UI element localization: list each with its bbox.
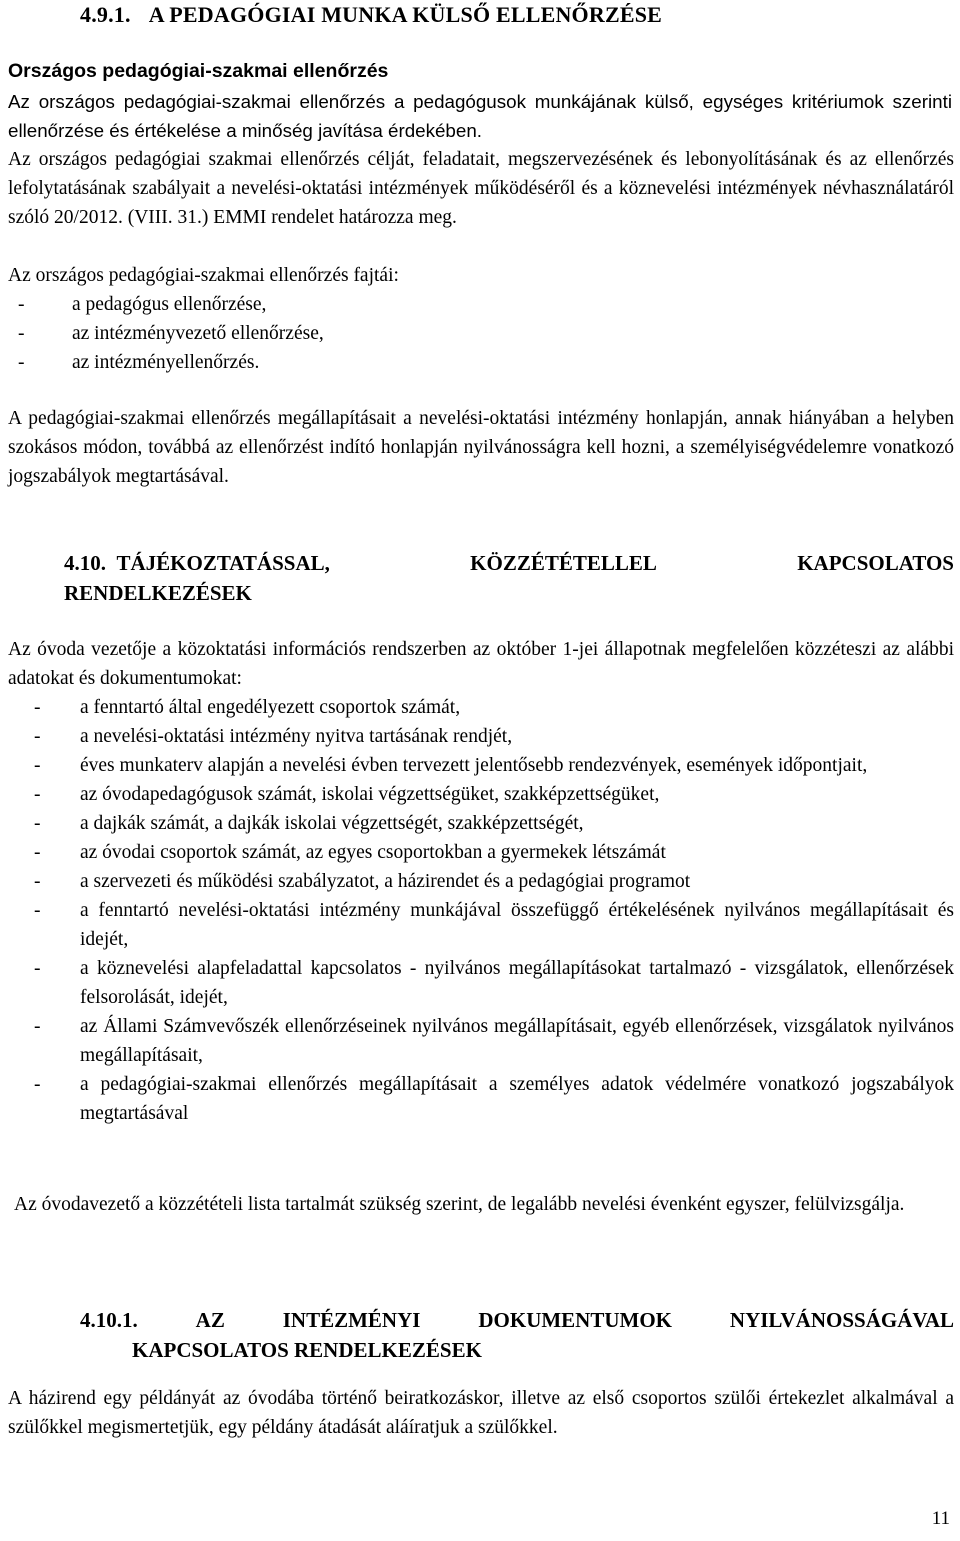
list-item: - az intézményvezető ellenőrzése,	[18, 323, 324, 344]
list-item: - a dajkák számát, a dajkák iskolai végzettségét, szakképzettségét,	[34, 813, 584, 834]
paragraph-publication: A pedagógiai-szakmai ellenőrzés megállapításait a nevelési-oktatási intézmény honlapján, annak hiányában a helyben szokásos módon, továbbá az ellenőrzést indító honlapján nyilvánosságra kell hozni, a személyiségvédelemre vonatkozó jogszabályok megtartásával.	[8, 408, 954, 487]
list-item: - a szervezeti és működési szabályzatot, a házirendet és a pedagógiai programot	[34, 871, 691, 892]
page-number: 11	[931, 1508, 950, 1529]
list-item: - a fenntartó nevelési-oktatási intézmény munkájával összefüggő értékelésének nyilvános megállapításait és idejét,	[34, 900, 954, 950]
list-item: - a pedagógiai-szakmai ellenőrzés megállapításait a személyes adatok védelmére vonatkozó jogszabályok megtartásával	[34, 1074, 954, 1124]
list-item: - a pedagógus ellenőrzése,	[18, 294, 267, 315]
list-item: - az óvodapedagógusok számát, iskolai végzettségüket, szakképzettségüket,	[34, 784, 660, 805]
list-item: - az Állami Számvevőszék ellenőrzéseinek nyilvános megállapításait, egyéb ellenőrzések, vizsgálatok nyilvános megállapításait,	[34, 1016, 954, 1066]
paragraph-disclosure-intro: Az óvoda vezetője a közoktatási információs rendszerben az október 1-jei állapotnak megfelelően közzéteszi az alábbi adatokat és dokumentumokat:	[8, 639, 954, 689]
heading-number-and-first-word: 4.10. TÁJÉKOZTATÁSSAL,	[64, 551, 330, 575]
section-title: A PEDAGÓGIAI MUNKA KÜLSŐ ELLENŐRZÉSE	[148, 2, 662, 27]
list-item: - az óvodai csoportok számát, az egyes csoportokban a gyermekek létszámát	[34, 842, 666, 863]
subheading: Országos pedagógiai-szakmai ellenőrzés	[8, 60, 389, 82]
paragraph-definition: Az országos pedagógiai-szakmai ellenőrzés a pedagógusok munkájának külső, egységes kritériumok szerinti ellenőrzése és értékelése a minőség javítása érdekében.	[8, 91, 952, 141]
list-item: - éves munkaterv alapján a nevelési évben tervezett jelentősebb rendezvények, események időpontjait,	[34, 755, 868, 776]
list-item: - az intézményellenőrzés.	[18, 352, 260, 373]
list-item: - a fenntartó által engedélyezett csoportok számát,	[34, 697, 461, 718]
paragraph-regulation: Az országos pedagógiai szakmai ellenőrzés célját, feladatait, megszervezésének és lebonyolításának és az ellenőrzés lefolytatásának szabályait a nevelési-oktatási intézmények működéséről és a köznevelési intézmények névhasználatáról szóló 20/2012. (VIII. 31.) EMMI rendelet határozza meg.	[8, 149, 954, 228]
paragraph-house-rules: A házirend egy példányát az óvodába történő beiratkozáskor, illetve az első csoportos szülői értekezlet alkalmával a szülőkkel megismertetjük, egy példány átadását aláíratjuk a szülőkkel.	[8, 1388, 954, 1438]
types-list	[8, 290, 954, 377]
disclosure-list	[8, 693, 954, 1128]
list-item: - a nevelési-oktatási intézmény nyitva tartásának rendjét,	[34, 726, 513, 747]
section-heading-4-9-1	[80, 2, 662, 28]
paragraph-review: Az óvodavezető a közzétételi lista tartalmát szükség szerint, de legalább nevelési évenként egyszer, felülvizsgálja.	[14, 1194, 905, 1215]
paragraph-types-intro: Az országos pedagógiai-szakmai ellenőrzés fajtái:	[8, 265, 399, 286]
section-heading-4-10-1: 4.10.1. AZ INTÉZMÉNYI DOKUMENTUMOK NYILVÁNOSSÁGÁVAL KAPCSOLATOS RENDELKEZÉSEK	[80, 1308, 954, 1362]
list-item: - a köznevelési alapfeladattal kapcsolatos - nyilvános megállapításokat tartalmazó - vizsgálatok, ellenőrzések felsorolását, idejét,	[34, 958, 954, 1008]
section-heading-4-10: 4.10. TÁJÉKOZTATÁSSAL, KÖZZÉTÉTELLEL KAPCSOLATOS RENDELKEZÉSEK	[64, 548, 954, 608]
section-number: 4.9.1.	[80, 2, 131, 27]
